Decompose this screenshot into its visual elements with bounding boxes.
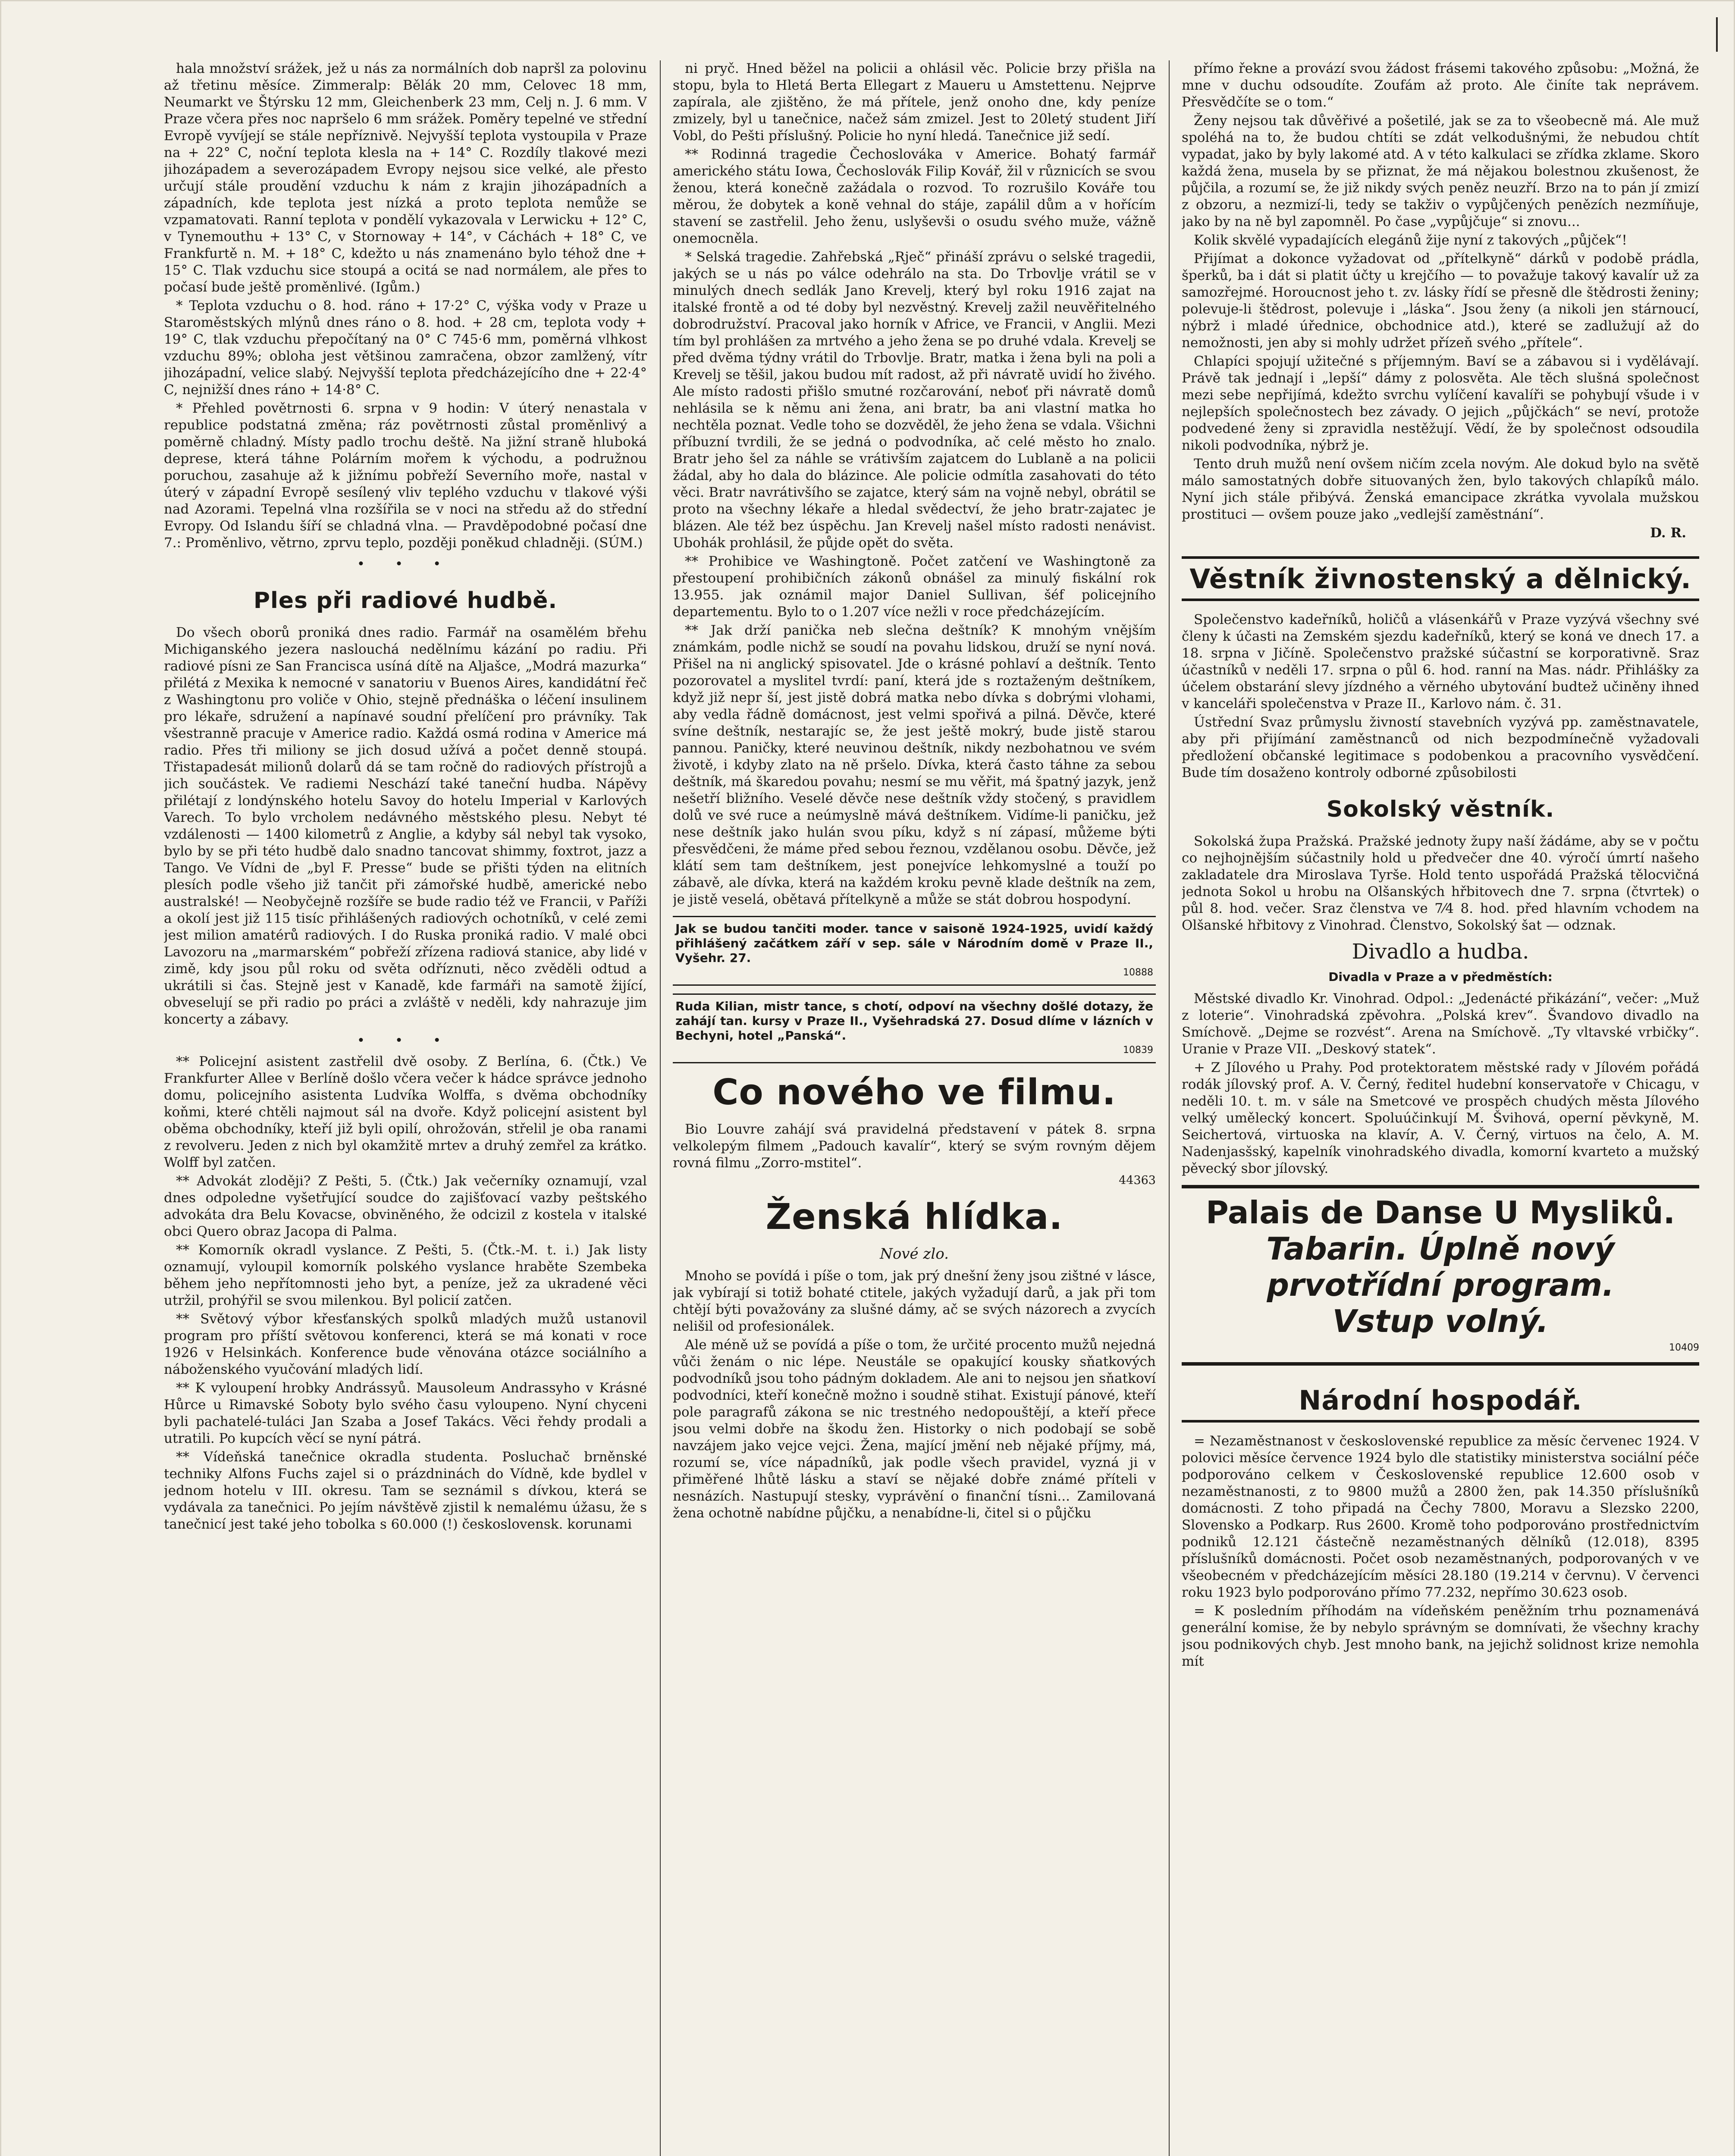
- ad-code: 10409: [1669, 1342, 1699, 1353]
- ad-code: 10839: [1123, 1045, 1153, 1056]
- column-left: [164, 60, 647, 2156]
- ad-body: Tabarin. Úplně nový prvotřídní program.: [1266, 1231, 1615, 1303]
- article-paragraph: Mnoho se povídá i píše o tom, jak prý dnešní ženy jsou zištné v lásce, jak vybírají si totiž bohaté ctitele, jakých vyžadují darů, a jak při tom chtějí býti považovány za slušné dámy, ač se svých názorech a zvycích nelišil od profesionálek.: [673, 1268, 1156, 1334]
- author-signature: D. R.: [1650, 525, 1686, 541]
- headline-theatre-music: Divadlo a hudba.: [1352, 940, 1529, 964]
- news-item: ** Advokát zloději? Z Pešti, 5. (Čtk.) Jak večerníky oznamují, vzal dnes odpoledne vyšetřující soudce do zajišťovací vazby peštského advokáta dra Belu Kovacse, obviněného, že odcizil z kostela v italské obci Quero obraz Jacopa di Palma.: [164, 1173, 647, 1239]
- article-paragraph: přímo řekne a provází svou žádost frásemi takového způsobu: „Možná, že mne v duchu odsoudíte. Zoufám až proto. Ale činíte tak neprávem. Přesvědčíte se o tom.“: [1182, 61, 1699, 110]
- article-paragraph: Přijímat a dokonce vyžadovat od „přítelkyně“ dárků v podobě prádla, šperků, ba i dát si platit účty u krejčího — to považuje takový kavalír už za samozřejmé. Horoucnost jeho t. zv. lásky řídí se přesně dle štědrosti ženiny; polevuje-li štědrost, polevuje i „láska“. Jsou ženy (a nikoli jen stárnoucí, nýbrž i mladé úřednice, obchodnice atd.), které se zadlužují až do nemožnosti, jen aby si mohly udržet přízeň svého „přítele“.: [1182, 251, 1699, 351]
- dance-ad-text: Jak se budou tančiti moder. tance v saisoně 1924-1925, uvidí každý přihlášený začátkem září v sep. sále v Národním domě v Praze II., Vyšehr. 27.: [675, 921, 1153, 965]
- dance-master-ad: [673, 993, 1156, 1063]
- column-rule: [1169, 60, 1170, 2156]
- news-item: ** Jak drží panička neb slečna deštník? K mnohým vnějším známkám, podle nichž se soudí na povahu lidskou, druží se nyní nová. Přišel na ni anglický spisovatel. Jde o krásné pohlaví a deštník. Tento pozorovatel a myslitel tvrdí: paní, která jde s roztaženým deštníkem, když již nepr ší, jest jistě dobrá matka nebo dívka s dobrými vlohami, aby vedla řádně domácnost, jest velmi spořivá a pilná. Děvče, které svíne deštník, nestarajíc se, že jest ještě mokrý, bude jistě starou pannou. Paničky, které neuvinou deštník, nikdy nezbohatnou ve svém životě, i kdyby zlato na ně pršelo. Dívka, která často táhne za sebou deštník, má škaredou povahu; nesmí se mu věřit, má špatný jazyk, jenž nešetří bližního. Veselé děvče nese deštník vždy stočený, s pravidlem dolů ve své ruce a neúmyslně mává deštníkem. Vidíme-li paničku, jež nese deštník jako hulán svou píku, když s ní zápasí, můžeme býti přesvědčeni, že máme před sebou řeznou, vzdělanou osobu. Děvče, jež klátí sem tam deštníkem, jest ponejvíce lehkomyslné a touží po zábavě, ale dívka, která na každém kroku pevně klade deštník na zem, je jistě veselá, obětavá přítelkyně a může se stát dobrou hospodyní.: [673, 623, 1156, 907]
- subheadline: Divadla v Praze a v předměstích:: [1328, 970, 1553, 984]
- column-rule: [660, 60, 661, 2156]
- ad-code: 44363: [1119, 1174, 1156, 1187]
- section-separator: • • •: [357, 556, 454, 572]
- news-item: * Selská tragedie. Zahřebská „Rječ“ přináší zprávu o selské tragedii, jakých se u nás po válce odehrálo na sta. Do Trbovlje vrátil se v minulých dnech sedlák Jano Krevelj, který byl roku 1916 zajat na italské frontě a od té doby byl nezvěstný. Krevelj zažil neuvěřitelného dobrodružství. Pracoval jako horník v Africe, ve Francii, v Anglii. Mezi tím byl prohlášen za mrtvého a jeho žena se po druhé vdala. Krevelj se před dvěma týdny vrátil do Trbovlje. Bratr, matka i žena byli na poli a Krevelj se těšil, jakou budou mít radost, až při návratě uvidí ho živého. Ale místo radosti přišlo smutné rozčarování, neboť při návratě domů nehlásila se k němu ani žena, ani bratr, ba ani vlastní matka ho nechtěla poznat. Vedle toho se dozvěděl, že jeho žena se vdala. Všichni příbuzní tvrdili, že se jedná o podvodníka, ač celé město ho znalo. Bratr jeho šel za náhle se vrátivším zajatcem do Lublaně a na policii žádal, aby ho dala do blázince. Ale policie odmítla zasahovati do této věci. Bratr navrátivšího se zajatce, který sám na vojně nebyl, obrátil se proto na všechny lékaře a hledal svědectví, že jeho bratr-zajatec je blázen. Ale též bez úspěchu. Jan Krevelj našel místo radosti nenávist. Ubohák prohlásil, že půjde opět do světa.: [673, 249, 1156, 551]
- weather-report-paragraph: * Teplota vzduchu o 8. hod. ráno + 17·2° C, výška vody v Praze u Staroměstských mlýnů dnes ráno o 8. hod. + 28 cm, teplota vody + 19° C, tlak vzduchu přepočítaný na 0° C 745·6 mm, poměrná vlhkost vzduchu 89%; obloha jest většinou zamračena, obzor zamlžený, vítr jihozápadní, velice slabý. Nejvyšší teplota předcházejícího dne + 22·4° C, nejnižší dnes ráno + 14·8° C.: [164, 298, 647, 398]
- news-item: ni pryč. Hned běžel na policii a ohlásil věc. Policie brzy přišla na stopu, byla to Hletá Berta Ellegart z Maueru u Amstettenu. Nejprve zapírala, ale zjištěno, že má přítele, jenž onoho dne, kdy peníze zmizely, byl u tanečnice, načež sám zmizel. Jest to 20letý student Jiří Vobl, do Pešti příslušný. Policie ho nyní hledá. Tanečnice již sedí.: [673, 61, 1156, 144]
- headline-economy: Národní hospodář.: [1182, 1380, 1699, 1423]
- weather-overview-paragraph: * Přehled povětrnosti 6. srpna v 9 hodin: V úterý nenastala v republice podstatná změna; ráz povětrnosti zůstal proměnlivý a poměrně chladný. Místy padlo trochu deště. Na jižní straně hluboká deprese, která táhne Polárním mořem k východu, a podružnou poruchou, zasahuje až k jižnímu pobřeží Severního moře, nastal v úterý v západní Evropě sesílený vliv teplého vzduchu v tlakové výši nad Azorami. Tepelná vlna rozšířila se v noci na středu až do střední Evropy. Od Islandu šíří se chladná vlna. — Pravděpodobné počasí dne 7.: Proměnlivo, větrno, zprvu teplo, později poněkud chladněji. (SÚM.): [164, 401, 647, 551]
- film-paragraph: Bio Louvre zahájí svá pravidelná představení v pátek 8. srpna velkolepým filmem „Padouch kavalír“, který se svým rovným dějem rovná filmu „Zorro-mstitel“.: [673, 1122, 1156, 1171]
- article-paragraph: Do všech oborů proniká dnes radio. Farmář na osamělém břehu Michiganského jezera naslouchá nedělnímu kázání po radiu. Při radiové písni ze San Francisca usíná dítě na Aljašce, „Modrá mazurka“ přilétá z Mexika k nemocné v sanatoriu v Buenos Aires, kandidátní řeč z Washingtonu pro voliče v Ohio, stejně přednáška o léčení insulinem pro lékaře, sdružení a napínavé soudní přelíčení pro právníky. Tak všestranně pracuje v Americe radio. Každá osmá rodina v Americe má radio. Přes tři miliony se jich dosud užívá a počet denně stoupá. Třistapadesát milionů dolarů dá se tam ročně do radiových přístrojů a jich součástek. Ve radiemi Neschází také taneční hudba. Nápěvy přilétají z londýnského hotelu Savoy do hotelu Imperial v Karlových Varech. To bylo vrcholem nedávného městského plesu. Nebyt té vzdálenosti — 1400 kilometrů z Anglie, a kdyby sál nebyl tak vysoko, bylo by se při této hudbě dalo snadno tancovat shimmy, foxtrot, jazz a Tango. Ve Vídni de „byl F. Presse“ bude se přišti týden na elitních plesích podle všeho již tančit při zámořské hudbě, americké nebo australské! — Neobyčejně rozšíře se bude radio též ve Francii, v Paříži a okolí jest již 115 tisíc přihlášených radiových ochotníků, v celé zemi jest milion amatérů radiových. I do Ruska proniká radio. V malé obci Lavozoru na „marmarském“ pobřeží zřízena radiová stanice, aby lidé v zimě, kdy jsou půl roku od světa odříznuti, něco zvěděli odtud a ukrátili si čas. Stejně jest v Kanadě, kde farmáři na samotě žijící, obveselují se při radio po práci a zvláště v neděli, kdy nahrazuje jim koncerty a zábavy.: [164, 625, 647, 1027]
- news-item: ** Komorník okradl vyslance. Z Pešti, 5. (Čtk.-M. t. i.) Jak listy oznamují, vyloupil komorník polského vyslance hraběte Szembeka během jeho nepřítomnosti jeho byt, a peníze, jež za ukradené věci utržil, prohýřil se svou milenkou. Byl policií zatčen.: [164, 1242, 647, 1308]
- dance-master-ad-text: Ruda Kilian, mistr tance, s chotí, odpoví na všechny došlé dotazy, že zahájí tan. kursy v Praze II., Vyšehradská 27. Dosud dlíme v lázních v Bechyni, hotel „Panská“.: [675, 999, 1153, 1043]
- news-item: ** Rodinná tragedie Čechoslováka v Americe. Bohatý farmář amerického státu Iowa, Čechoslovák Filip Kovář, žil v různicích se svou ženou, která konečně zažádala o rozvod. To rozrušilo Kováře tou měrou, že dobytek a koně vehnal do stáje, zapálil dům a v hořícím stavení se zastřelil. Jeho ženu, uslyševši o osudu svého muže, vážně onemocněla.: [673, 147, 1156, 246]
- article-paragraph: Kolik skvělé vypadajících elegánů žije nyní z takových „půjček“!: [1194, 232, 1627, 248]
- headline-trade-bulletin: Věstník živnostenský a dělnický.: [1182, 556, 1699, 601]
- economy-paragraph: = Nezaměstnanost v československé republice za měsíc červenec 1924. V polovici měsíce července 1924 bylo dle statistiky ministerstva sociální péče podporováno celkem v Československé republice 12.600 osob v nezaměstnanosti, z to 9800 mužů a 2800 žen, pak 14.350 příslušníků domácnosti. Z toho připadá na Čechy 7800, Moravu a Slezsko 2200, Slovensko a Podkarp. Rus 2600. Kromě toho podporováno prostřednictvím podniků 12.121 částečně nezaměstnaných dělníků (12.018), 8395 příslušníků domácnosti. Počet osob nezaměstnaných, podporovaných v ve všeobecném v předcházejícím měsíci 28.180 (19.214 v červnu). V červenci roku 1923 bylo podporováno přímo 77.232, nepřímo 30.623 osob.: [1182, 1433, 1699, 1600]
- ad-footer: Vstup volný.: [1332, 1303, 1549, 1339]
- column-middle: [673, 60, 1156, 2156]
- news-item: ** Policejní asistent zastřelil dvě osoby. Z Berlína, 6. (Čtk.) Ve Frankfurter Allee v Berlíně došlo včera večer k hádce správce jednoho domu, policejního asistenta Ludvíka Wolffa, s dvěma obchodníky koňmi, které chtěli najmout sál na dvoře. Když policejní asistent byl oběma obchodníky, kteří již byli opilí, ohrožován, střelil je oba ranami z revolveru. Jeden z nich byl okamžitě mrtev a druhý zemřel za krátko. Wolff byl zatčen.: [164, 1054, 647, 1170]
- news-item: ** Světový výbor křesťanských spolků mladých mužů ustanovil program pro příští světovou konferenci, která se má konati v roce 1926 v Helsinkách. Konference bude věnována otázce sociálního a náboženského vyučování mladých lidí.: [164, 1311, 647, 1377]
- headline-radio-ball: Ples při radiové hudbě.: [253, 588, 558, 614]
- listing-paragraph: Městské divadlo Kr. Vinohrad. Odpol.: „Jedenácté přikázání“, večer: „Muž z loterie“. Vinohradská zpěvohra. „Polská krev“. Švandovo divadlo na Smíchově. „Dejme se rozvést“. Arena na Smíchově. „Ty vltavské vrbičky“. Uranie v Praze VII. „Deskový statek“.: [1182, 991, 1699, 1057]
- subheadline: Nové zlo.: [880, 1245, 949, 1263]
- news-item: ** Prohibice ve Washingtoně. Počet zatčení ve Washingtoně za přestoupení prohibičních zákonů obnášel za minulý fiskální rok 13.955. jak oznámil major Daniel Sullivan, šéf policejního departementu. Bylo to o 1.207 více nežli v roce předcházejícím.: [673, 554, 1156, 620]
- article-paragraph: Tento druh mužů není ovšem ničím zcela novým. Ale dokud bylo na světě málo samostatných dobře situovaných žen, bylo takových chlapíků málo. Nyní jich stále přibývá. Ženská emancipace zkrátka vyvolala mužskou prostituci — ovšem pouze jako „vedlejší zaměstnání“.: [1182, 456, 1699, 522]
- article-paragraph: Ženy nejsou tak důvěřivé a pošetilé, jak se za to všeobecně má. Ale muž spoléhá na to, že budou chtíti se zdát velkodušnými, že nebudou chtít vypadat, jako by byly lakomé atd. A v této kalkulaci se zřídka zklame. Skoro každá žena, musela by se přiznat, že má nějakou bolestnou zkušenost, že půjčila, a rozumí se, že již nikdy svých peněz neuzří. Brzo na to pán jí zmizí z obzoru, a nezmizí-li, tedy se takživ o vypůjčených penězích nezmíňuje, jako by na ně byl zapomněl. Po čase „vypůjčuje“ si znovu...: [1182, 113, 1699, 229]
- article-paragraph: Ale méně už se povídá a píše o tom, že určité procento mužů nejedná vůči ženám o nic lépe. Neustále se opakující kousky sňatkových podvodníků jsou toho pádným dokladem. Ale ani to nejsou jen sňatkoví podvodníci, kteří konečně možno i soudně stihat. Existují pánové, kteří pole paragrafů zákona se nic trestného nedopouštějí, a kteří přece jsou velmi dobře na škodu žen. Historky o nich podobají se sobě navzájem jako vejce vejci. Žena, mající jmění neb nějaké příjmy, má, rozumí se, více nápadníků, jak podle všech pravidel, vyzná ji v přiměřené lhůtě lásku a staví se nějaké dobře známé příteli v nesnázích. Nastupují stesky, vyprávění o finanční tísni... Zamilovaná žena ochotně nabídne půjčku, a nenabídne-li, čitel si o půjčku: [673, 1337, 1156, 1521]
- dance-hall-ad: [1182, 1185, 1699, 1366]
- bulletin-paragraph: Sokolská župa Pražská. Pražské jednoty župy naší žádáme, aby se v počtu co nejhojnějším súčastnily hold u předvečer dne 40. výročí úmrtí našeho zakladatele dra Miroslava Tyrše. Hold tento uspořádá Pražská tělocvičná jednota Sokol u hrobu na Olšanských hřbitovech dne 7. srpna (čtvrtek) o půl 8. hod. večer. Sraz členstva ve 7⁄4 8. hod. před hlavním vchodem na Olšanské hřbitovy z Vinohrad. Členstvo, Sokolský šat — odznak.: [1182, 834, 1699, 933]
- news-item: ** K vyloupení hrobky Andrássyů. Mausoleum Andrassyho v Krásné Hůrce u Rimavské Soboty bylo svého času vyloupeno. Nyní chyceni byli pachatelé-tuláci Jan Szaba a Josef Takács. Věci řehdy prodali a utratili. Po kupcích věcí se nyní pátrá.: [164, 1380, 647, 1446]
- bulletin-paragraph: Společenstvo kadeřníků, holičů a vlásenkářů v Praze vyzývá všechny své členy k účasti na Zemském sjezdu kadeřníků, který se koná ve dnech 17. a 18. srpna v Jičíně. Společenstvo pražské súčastní se korporativně. Sraz účastníků v neděli 17. srpna o půl 6. hod. ranní na Mas. nádr. Přihlášky za účelem obstarání slevy jízdného a věrného ubytování budtež učiněny ihned v kanceláři společenstva v Praze II., Karlovo nám. č. 31.: [1182, 612, 1699, 711]
- section-separator: • • •: [357, 1033, 454, 1048]
- column-right: [1182, 60, 1699, 2156]
- bulletin-paragraph: Ústřední Svaz průmyslu živností stavebních vyzývá pp. zaměstnavatele, aby při přijímání zaměstnanců od nich bezpodmínečně vyžadovali předložení občanské legitimace s podobenkou a pracovního vysvědčení. Bude tím dosaženo kontroly odborné způsobilosti: [1182, 714, 1699, 780]
- dance-ad: [673, 916, 1156, 986]
- headline-film: Co nového ve filmu.: [712, 1072, 1116, 1113]
- ad-code: 10888: [1123, 967, 1153, 978]
- weather-paragraph: hala množství srážek, jež u nás za normálních dob napršl za polovinu až třetinu měsíce. Zimmeralp: Bělák 20 mm, Celovec 18 mm, Neumarkt ve Štýrsku 12 mm, Gleichenberk 23 mm, Celj n. J. 6 mm. V Praze včera přes noc napršelo 6 mm srážek. Poměry tepelné ve střední Evropě vyvíjejí se stále nepříznivě. Nejvyšší teplota vystoupila v Praze na + 22° C, noční teplota klesla na + 14° C. Rozdíly tlakové mezi jihozápadem a severozápadem Evropy nejsou sice velké, ale přesto určují stále proudění vzduchu k nám z krajin jihozápadních a západních, kde teplota jest nízká a proto teplota nemůže se vzpamatovati. Ranní teplota v pondělí vykazovala v Lerwicku + 12° C, v Tynemouthu + 13° C, v Stornoway + 14°, v Cáchách + 18° C, ve Frankfurtě n. M. + 18° C, kdežto u nás znamenáno bylo téhož dne + 15° C. Tlak vzduchu sice stoupá a ocitá se nad normálem, ale přes to počasí bude ještě proměnlivé. (Igům.): [164, 61, 647, 295]
- page-edge-mark: [1707, 17, 1718, 52]
- headline-sokol-bulletin: Sokolský věstník.: [1326, 796, 1555, 822]
- news-item: ** Vídeňská tanečnice okradla studenta. Posluchač brněnské techniky Alfons Fuchs zajel si o prázdninách do Vídně, kde bydlel v jednom hotelu v III. okresu. Tam se seznámil s dívkou, která se vydávala za tanečnici. Po jejím návštěvě zjistil k nemalému úžasu, že s tanečnicí jest také jeho tobolka s 60.000 (!) československ. korunami: [164, 1449, 647, 1532]
- article-paragraph: Chlapíci spojují užitečné s příjemným. Baví se a zábavou si i vydělávají. Právě tak jednají i „lepší“ dámy z polosvěta. Ale těch slušná společnost mezi sebe nepřijímá, kdežto svrchu vylíčení kavalíři se pohybují všude i v nejlepších společnostech bez závady. O jejich „půjčkách“ se neví, protože podvedené ženy si zpravidla nestěžují. Vědí, že by společnost odsoudila nikoli podvodníka, nýbrž je.: [1182, 354, 1699, 453]
- economy-paragraph: = K posledním příhodám na vídeňském peněžním trhu poznamenává generální komise, že by nebylo správným se domnívati, že všechny krachy jsou podnikových chyb. Jest mnoho bank, na jejichž solidnost krize nemohla mít: [1182, 1603, 1699, 1669]
- ad-headline: Palais de Danse U Mysliků.: [1206, 1194, 1675, 1231]
- listing-paragraph: + Z Jílového u Prahy. Pod protektoratem městské rady v Jílovém pořádá rodák jílovský prof. A. V. Černý, ředitel hudební konservatoře v Chicagu, v neděli 10. t. m. v sále na Smetcové ve prospěch chudých města Jílového velký umělecký koncert. Spoluúčinkují M. Švihová, operní pěvkyně, M. Seichertová, virtuoska na klavír, A. V. Černý, virtuos na čelo, A. M. Nadenjasšský, kapelník vinohradského divadla, komorní kvarteto a mužský pěvecký sbor jílovský.: [1182, 1060, 1699, 1176]
- headline-womens-column: Ženská hlídka.: [766, 1197, 1063, 1238]
